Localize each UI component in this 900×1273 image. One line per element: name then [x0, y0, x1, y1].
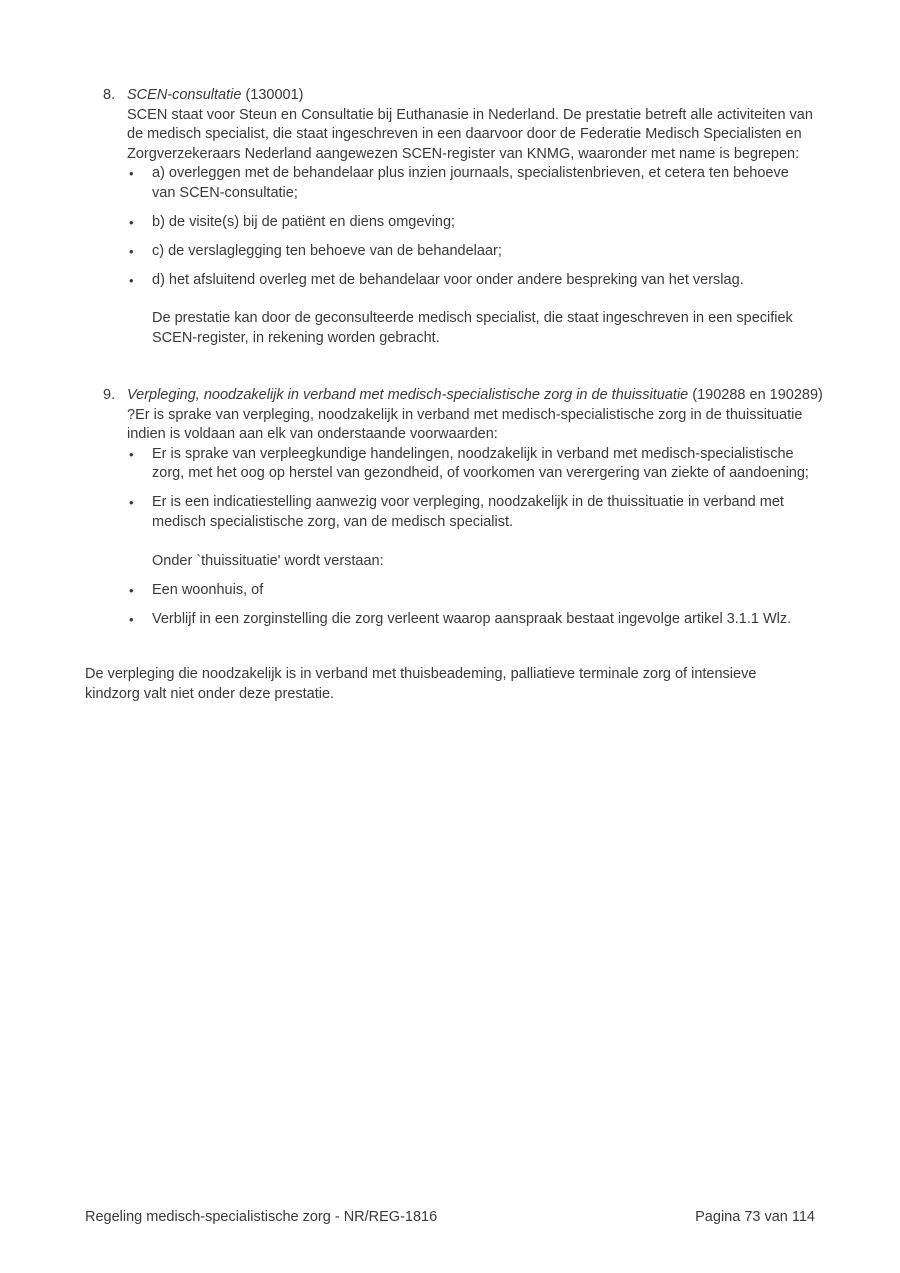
bullet-text: Er is een indicatiestelling aanwezig voor verpleging, noodzakelijk in de thuissituatie in verband met medisch specialistische zorg, van de medisch specialist.	[152, 494, 784, 530]
page-closing-paragraph: De verpleging die noodzakelijk is in verband met thuisbeademing, palliatieve terminale zorg of intensieve kindzorg valt niet onder deze prestatie.	[85, 666, 757, 702]
list-item	[127, 493, 815, 532]
list-item	[127, 242, 815, 262]
bullet-icon: •	[129, 582, 134, 598]
bullet-text: Verblijf in een zorginstelling die zorg verleent waarop aanspraak bestaat ingevolge artikel 3.1.1 Wlz.	[152, 610, 792, 627]
item-8-closing-paragraph: De prestatie kan door de geconsulteerde medisch specialist, die staat ingeschreven in een specifiek SCEN-register, in rekening worden gebracht.	[152, 310, 793, 346]
item-8-intro-paragraph: SCEN staat voor Steun en Consultatie bij Euthanasie in Nederland. De prestatie betreft alle activiteiten van de medisch specialist, die staat ingeschreven in een daarvoor door de Federatie Medisch Specialisten en Zorgverzekeraars Nederland aangewezen SCEN-register van KNMG, waaronder met name is begrepen:	[127, 106, 813, 162]
item-8-number: 8.	[103, 87, 116, 103]
item-8-code: (130001)	[241, 87, 304, 103]
bullet-text: d) het afsluitend overleg met de behandelaar voor onder andere bespreking van het verslag.	[152, 271, 744, 288]
list-item	[127, 164, 815, 203]
bullet-icon: •	[129, 243, 134, 259]
item-9-number: 9.	[103, 387, 116, 403]
bullet-icon: •	[129, 611, 134, 627]
bullet-icon: •	[129, 166, 134, 181]
item-8-bullet-list	[127, 164, 815, 290]
bullet-text: b) de visite(s) bij de patiënt en diens omgeving;	[152, 213, 456, 230]
item-8-heading	[127, 86, 815, 106]
list-item	[127, 271, 815, 291]
footer-page-number: Pagina 73 van 114	[695, 1209, 815, 1225]
bullet-text: Een woonhuis, of	[152, 581, 264, 598]
bullet-icon: •	[129, 214, 134, 230]
bullet-text: a) overleggen met de behandelaar plus inzien journaals, specialistenbrieven, et cetera ten behoeve van SCEN-consultatie;	[152, 165, 789, 201]
document-content	[85, 86, 823, 704]
bullet-icon: •	[129, 446, 134, 462]
bullet-icon: •	[129, 272, 134, 288]
item-8-body	[127, 86, 815, 348]
bullet-icon: •	[129, 495, 134, 510]
item-9-subheading: Onder `thuissituatie' wordt verstaan:	[152, 552, 384, 569]
item-9-code: (190288 en 190289)	[688, 387, 823, 403]
item-9-heading	[127, 386, 823, 406]
footer-document-title: Regeling medisch-specialistische zorg - NR/REG-1816	[85, 1209, 438, 1225]
item-9-bullet-list-2	[127, 581, 815, 630]
item-8-title: SCEN-consultatie	[127, 87, 242, 103]
list-item	[127, 213, 815, 233]
list-item	[127, 610, 815, 630]
page-footer	[85, 1208, 815, 1228]
list-item-9	[85, 386, 823, 629]
item-9-intro-paragraph: ?Er is sprake van verpleging, noodzakelijk in verband met medisch-specialistische zorg in de thuissituatie indien is voldaan aan elk van onderstaande voorwaarden:	[127, 406, 803, 442]
list-item	[127, 445, 815, 484]
item-9-bullet-list	[127, 445, 815, 533]
list-item	[127, 581, 815, 601]
item-9-title: Verpleging, noodzakelijk in verband met medisch-specialistische zorg in de thuissituatie	[127, 387, 689, 403]
item-9-body	[127, 386, 823, 629]
bullet-text: Er is sprake van verpleegkundige handelingen, noodzakelijk in verband met medisch-specialistische zorg, met het oog op herstel van gezondheid, of voorkomen van verergering van ziekte of aandoening;	[152, 445, 809, 481]
bullet-text: c) de verslaglegging ten behoeve van de behandelaar;	[152, 242, 502, 259]
list-item-8	[85, 86, 815, 348]
